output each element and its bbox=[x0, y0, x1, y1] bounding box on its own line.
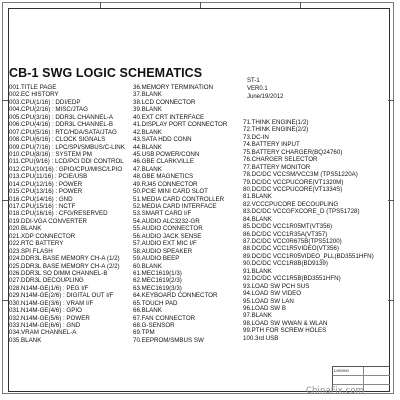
index-entry: 91.BLANK bbox=[243, 267, 272, 275]
index-entry: 57.AUDIO EXT MIC I/F bbox=[133, 240, 197, 248]
index-entry: 026.DDR3L SO DIMM CHANNEL-B bbox=[9, 269, 108, 277]
index-entry: 86.DC/DC VCC1R35A(VT357) bbox=[243, 230, 328, 238]
index-entry: 028.N14M-GE(1/6) : PEG I/F bbox=[9, 284, 89, 292]
index-entry: 94.LOAD SW VIDEO bbox=[243, 290, 302, 298]
index-entry: 030.N14M-GE(3/6) : VRAM I/F bbox=[9, 299, 94, 307]
index-entry: 018.CPU(16/16) : CFG/RESERVED bbox=[9, 210, 108, 218]
index-entry: 77.BATTERY MONITOR bbox=[243, 163, 311, 171]
index-column-1 bbox=[9, 84, 135, 344]
index-entry: 76.CHARGER SELECTOR bbox=[243, 156, 318, 164]
index-entry: 58.AUDIO SPEAKER bbox=[133, 247, 193, 255]
index-entry: 002.EC HISTORY bbox=[9, 91, 59, 99]
index-entry: 60.BLANK bbox=[133, 262, 162, 270]
index-entry: 89.DC/DC VCC1R05VIDEO_PLL(BD3551HFN) bbox=[243, 252, 374, 260]
index-entry: 025.DDR3L BASE MEMORY CH-A (2/2) bbox=[9, 262, 120, 270]
index-entry: 74.BATTERY INPUT bbox=[243, 141, 300, 149]
index-entry: 78.DC/DC VCCSM/VCC3M (TPS51220A) bbox=[243, 171, 358, 179]
index-entry: 035.BLANK bbox=[9, 336, 42, 344]
index-entry: 43.SATA HDD CONN bbox=[133, 136, 192, 144]
index-entry: 020.BLANK bbox=[9, 225, 42, 233]
index-entry: 40.EXT CRT INTERFACE bbox=[133, 113, 205, 121]
index-entry: 61.MEC1619(1/3) bbox=[133, 269, 182, 277]
index-entry: 66.BLANK bbox=[133, 307, 162, 315]
index-entry: 009.CPU(7/16) : LPC/SPI/SMBUS/C-LINK bbox=[9, 143, 125, 151]
index-entry: 011.CPU(9/16) : LCD/PCI DDI CONTROL bbox=[9, 158, 124, 166]
index-entry: 50.PCIE MINI CARD SLOT bbox=[133, 188, 208, 196]
index-entry: 37.BLANK bbox=[133, 91, 162, 99]
index-entry: 85.DC/DC VCC1R05MT(VT356) bbox=[243, 223, 333, 231]
release-date: June/19/2012 bbox=[247, 94, 284, 100]
watermark-text: ChinaFix.com bbox=[306, 386, 364, 396]
index-entry: 034.VRAM CHANNEL-A bbox=[9, 329, 77, 337]
index-entry: 007.CPU(5/16) : RTC/HDA/SATA/JTAG bbox=[9, 128, 117, 136]
index-entry: 44.BLANK bbox=[133, 143, 162, 151]
index-entry: 67.FAN CONNECTOR bbox=[133, 314, 196, 322]
index-entry: 93.LOAD SW PCH SUS bbox=[243, 282, 310, 290]
index-entry: 003.CPU(1/16) : DDI/EDP bbox=[9, 98, 81, 106]
index-entry: 80.DC/DC VCCPUCORE(VT1334S) bbox=[243, 185, 343, 193]
index-entry: 015.CPU(13/16) : POWER bbox=[9, 188, 83, 196]
index-entry: 100.3rd USB bbox=[243, 334, 279, 342]
index-entry: 51.MEDIA CARD CONTROLLER bbox=[133, 195, 225, 203]
index-entry: 014.CPU(12/16) : POWER bbox=[9, 180, 83, 188]
version-label: VER0.1 bbox=[247, 86, 268, 92]
index-entry: 006.CPU(4/16) : DDR3L CHANNEL-B bbox=[9, 121, 113, 129]
index-entry: 84.BLANK bbox=[243, 215, 272, 223]
document-title: CB-1 SWG LOGIC SCHEMATICS bbox=[9, 66, 203, 80]
index-entry: 42.BLANK bbox=[133, 128, 162, 136]
index-entry: 010.CPU(8/16) : SYSTEM PM bbox=[9, 150, 92, 158]
index-entry: 59.AUDIO BEEP bbox=[133, 255, 180, 263]
index-entry: 021.XDP CONNECTOR bbox=[9, 232, 76, 240]
index-entry: 71.THINK ENGINE(1/2) bbox=[243, 119, 309, 126]
index-entry: 65.TOUCH PAD bbox=[133, 299, 178, 307]
index-entry: 83.DC/DC VCCGFXCORE_D (TPS51728) bbox=[243, 208, 360, 216]
index-entry: 031.N14M-GE(4/6) : GPIO bbox=[9, 307, 82, 315]
index-entry: 36.MEMORY TERMINATION bbox=[133, 84, 213, 91]
index-entry: 41.DISPLAY PORT CONNECTOR bbox=[133, 121, 228, 129]
index-entry: 97.BLANK bbox=[243, 312, 272, 320]
board-name: ST-1 bbox=[247, 78, 260, 84]
index-entry: 017.CPU(15/16) : NCTF bbox=[9, 203, 76, 210]
index-entry: 019.DDI-VGA CONVERTER bbox=[9, 217, 87, 225]
index-column-2 bbox=[133, 84, 245, 344]
index-entry: 033.N14M-GE(6/6) : GND bbox=[9, 322, 81, 329]
index-entry: 53.SMART CARD I/F bbox=[133, 210, 192, 218]
index-entry: 81.BLANK bbox=[243, 193, 272, 201]
index-entry: 73.DC-IN bbox=[243, 133, 269, 141]
index-entry: 70.EEPROM/SMBUS SW bbox=[133, 336, 204, 344]
index-entry: 82.VCCCPUCORE DECOUPLING bbox=[243, 200, 339, 208]
index-entry: 64.KEYBOARD CONNECTOR bbox=[133, 292, 218, 300]
index-entry: 54.AUDIO ALC3232-GR bbox=[133, 217, 200, 225]
index-entry: 004.CPU(2/16) : MISC/JTAG bbox=[9, 106, 88, 114]
index-entry: 016.CPU(14/16) : GND bbox=[9, 195, 73, 203]
index-entry: 032.N14M-GE(5/6) : POWER bbox=[9, 314, 90, 322]
index-entry: 88.DC/DC VCC1R5VIDEO(VT356) bbox=[243, 245, 339, 253]
index-entry: 72.THINK ENGINE(2/2) bbox=[243, 126, 309, 134]
index-entry: 52.MEDIA CARD INTERFACE bbox=[133, 203, 217, 210]
index-entry: 75.BATTERY CHARGER(BQ24760) bbox=[243, 148, 343, 156]
index-entry: 005.CPU(3/16) : DDR3L CHANNEL-A bbox=[9, 113, 113, 121]
index-entry: 013.CPU(11/16) : PCIE/USB bbox=[9, 173, 88, 181]
index-entry: 63.MEC1619(3/3) bbox=[133, 284, 182, 292]
index-entry: 38.LCD CONNECTOR bbox=[133, 98, 196, 106]
index-entry: 99.PTH FOR SCREW HOLES bbox=[243, 327, 327, 335]
index-entry: 027.DDR3L DECOUPLING bbox=[9, 277, 84, 285]
index-entry: 029.N14M-GE(2/6) : DIGITAL OUT I/F bbox=[9, 292, 114, 300]
index-entry: 001.TITLE PAGE bbox=[9, 84, 57, 91]
index-entry: 55.AUDIO CONNECTOR bbox=[133, 225, 203, 233]
index-entry: 47.BLANK bbox=[133, 165, 162, 173]
index-entry: 98.LOAD SW WWAN & WLAN bbox=[243, 319, 328, 327]
index-entry: 92.DC/DC VCC1R5B(BD3551HFN) bbox=[243, 275, 341, 283]
index-entry: 96.LOAD SW B bbox=[243, 304, 286, 312]
lenovo-logo: Lenovo bbox=[334, 368, 349, 373]
index-column-3 bbox=[243, 119, 378, 342]
index-entry: 024.DDR3L BASE MEMORY CH-A (1/2) bbox=[9, 255, 120, 263]
index-entry: 62.MEC1619(2/3) bbox=[133, 277, 182, 285]
index-entry: 95.LOAD SW LAN bbox=[243, 297, 294, 305]
index-entry: 68.G-SENSOR bbox=[133, 322, 175, 329]
index-entry: 012.CPU(10/16) : GPIO/CPU/MISC/LPIO bbox=[9, 165, 123, 173]
index-entry: 90.DC/DC VCC1R8B(BD9139) bbox=[243, 260, 328, 268]
index-entry: 008.CPU(6/16) : CLOCK SIGNALS bbox=[9, 136, 106, 144]
index-entry: 45.USB POWER/CONN bbox=[133, 150, 200, 158]
index-entry: 49.RJ45 CONNECTOR bbox=[133, 180, 198, 188]
index-entry: 023.SPI FLASH bbox=[9, 247, 53, 255]
index-entry: 69.TPM bbox=[133, 329, 155, 337]
index-entry: 022.RTC BATTERY bbox=[9, 240, 64, 248]
index-entry: 39.BLANK bbox=[133, 106, 162, 114]
index-entry: 48.GBE MAGNETICS bbox=[133, 173, 194, 181]
index-entry: 56.AUDIO JACK SENSE bbox=[133, 232, 202, 240]
index-entry: 46.GBE CLARKVILLE bbox=[133, 158, 194, 166]
index-entry: 87.DC/DC VCC0R675B(TPS51200) bbox=[243, 238, 342, 245]
index-entry: 79.DC/DC VCCPUCORE(VT1320M) bbox=[243, 178, 344, 186]
